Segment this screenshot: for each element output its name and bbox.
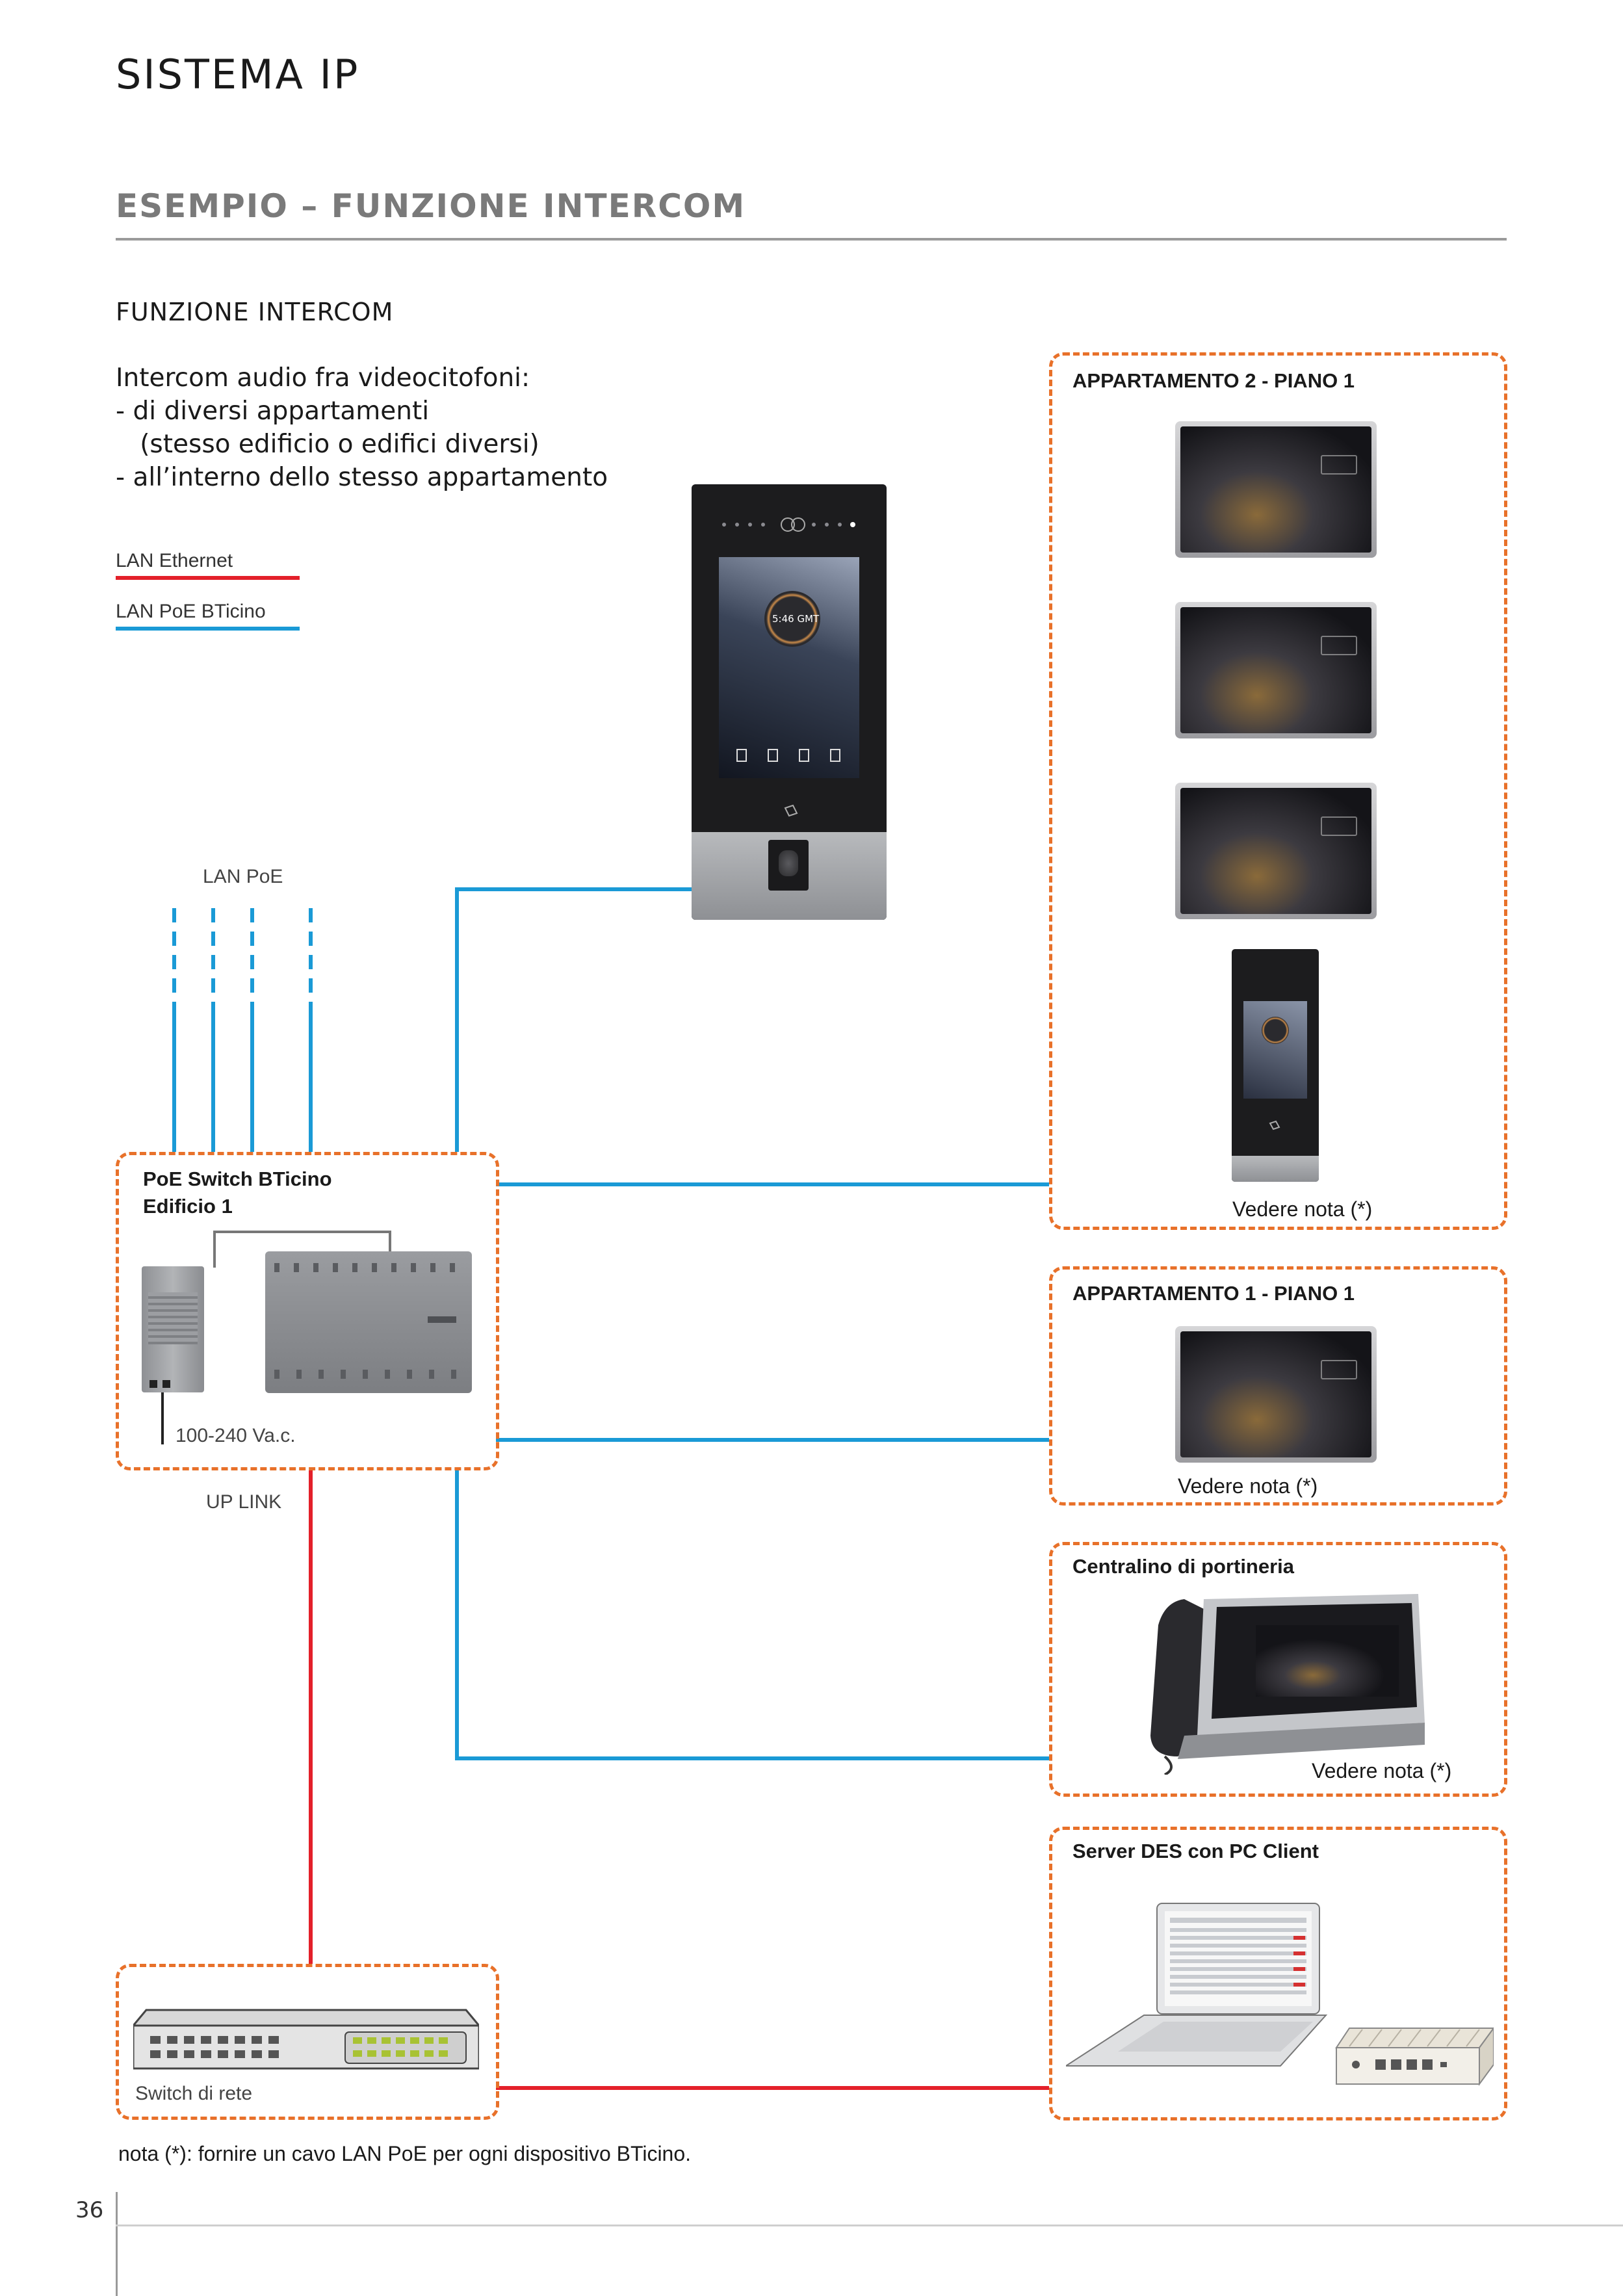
poe-switch-title: PoE Switch BTicino xyxy=(143,1168,332,1190)
indoor-panel-lower-plate xyxy=(1232,1156,1319,1182)
network-switch-device xyxy=(133,1994,479,2072)
description-line: - all’interno dello stesso appartamento xyxy=(116,463,608,492)
appartamento-1-note: Vedere nota (*) xyxy=(1178,1474,1318,1498)
page-margin-rule xyxy=(116,2192,118,2296)
up-link-label: UP LINK xyxy=(206,1491,282,1513)
panel-lower-plate xyxy=(692,832,887,920)
fingerprint-icon xyxy=(779,850,798,876)
panel-screen xyxy=(719,557,859,778)
video-monitor xyxy=(1175,1326,1377,1463)
psu-terminal xyxy=(162,1380,170,1388)
sub-title: FUNZIONE INTERCOM xyxy=(116,298,394,326)
power-supply-unit xyxy=(142,1266,204,1392)
legend-ethernet-label: LAN Ethernet xyxy=(116,550,233,571)
description-line: - di diversi appartamenti xyxy=(116,397,430,426)
appartamento-2-note: Vedere nota (*) xyxy=(1232,1197,1373,1221)
brand-logo-mark xyxy=(428,1316,456,1323)
footer-rule xyxy=(116,2224,1623,2226)
panel-clock-text: 5:46 GMT xyxy=(772,613,820,625)
video-monitor xyxy=(1175,602,1377,738)
video-monitor xyxy=(1175,421,1377,558)
monitor-screen xyxy=(1180,426,1371,553)
concierge-station xyxy=(1139,1586,1425,1775)
switch-port-row xyxy=(274,1263,463,1272)
poe-line-outdoor-panel xyxy=(457,889,692,1152)
footnote: nota (*): fornire un cavo LAN PoE per ogni dispositivo BTicino. xyxy=(118,2142,692,2165)
monitor-screen xyxy=(1180,607,1371,733)
poe-switch-subtitle: Edificio 1 xyxy=(143,1195,233,1218)
appartamento-2-title: APPARTAMENTO 2 - PIANO 1 xyxy=(1072,369,1355,392)
outdoor-entry-panel xyxy=(692,484,887,920)
panel-screen-icons xyxy=(724,746,854,772)
centralino-note: Vedere nota (*) xyxy=(1312,1759,1452,1782)
legend-poe-label: LAN PoE BTicino xyxy=(116,601,266,622)
switch-port-row xyxy=(274,1370,463,1379)
psu-vents xyxy=(148,1292,198,1344)
psu-terminal xyxy=(149,1380,157,1388)
indoor-panel-clock-dial xyxy=(1262,1017,1289,1044)
monitor-screen xyxy=(1180,1331,1371,1457)
section-title: ESEMPIO – FUNZIONE INTERCOM xyxy=(116,187,746,225)
network-switch-label: Switch di rete xyxy=(135,2083,253,2104)
description-line: (stesso edificio o edifici diversi) xyxy=(116,430,539,459)
monitor-screen xyxy=(1180,788,1371,914)
indoor-entry-panel xyxy=(1232,949,1319,1182)
voltage-label: 100-240 Va.c. xyxy=(175,1425,296,1446)
centralino-title: Centralino di portineria xyxy=(1072,1555,1295,1578)
page-number: 36 xyxy=(75,2197,104,2223)
fingerprint-reader xyxy=(768,840,809,891)
server-title: Server DES con PC Client xyxy=(1072,1840,1319,1862)
nfc-icon xyxy=(783,803,796,818)
indoor-panel-screen xyxy=(1243,1001,1307,1099)
lan-poe-label: LAN PoE xyxy=(203,866,283,887)
des-server-unit xyxy=(1323,2022,1494,2093)
poe-switch-device xyxy=(265,1251,472,1393)
page-title: SISTEMA IP xyxy=(116,51,360,98)
poe-line-centralino xyxy=(457,1470,1049,1758)
video-monitor xyxy=(1175,783,1377,919)
nfc-icon xyxy=(1268,1119,1281,1132)
panel-led-row xyxy=(718,517,861,526)
laptop-pc-client xyxy=(1066,1898,1339,2074)
description-line: Intercom audio fra videocitofoni: xyxy=(116,363,530,393)
appartamento-1-title: APPARTAMENTO 1 - PIANO 1 xyxy=(1072,1282,1355,1305)
